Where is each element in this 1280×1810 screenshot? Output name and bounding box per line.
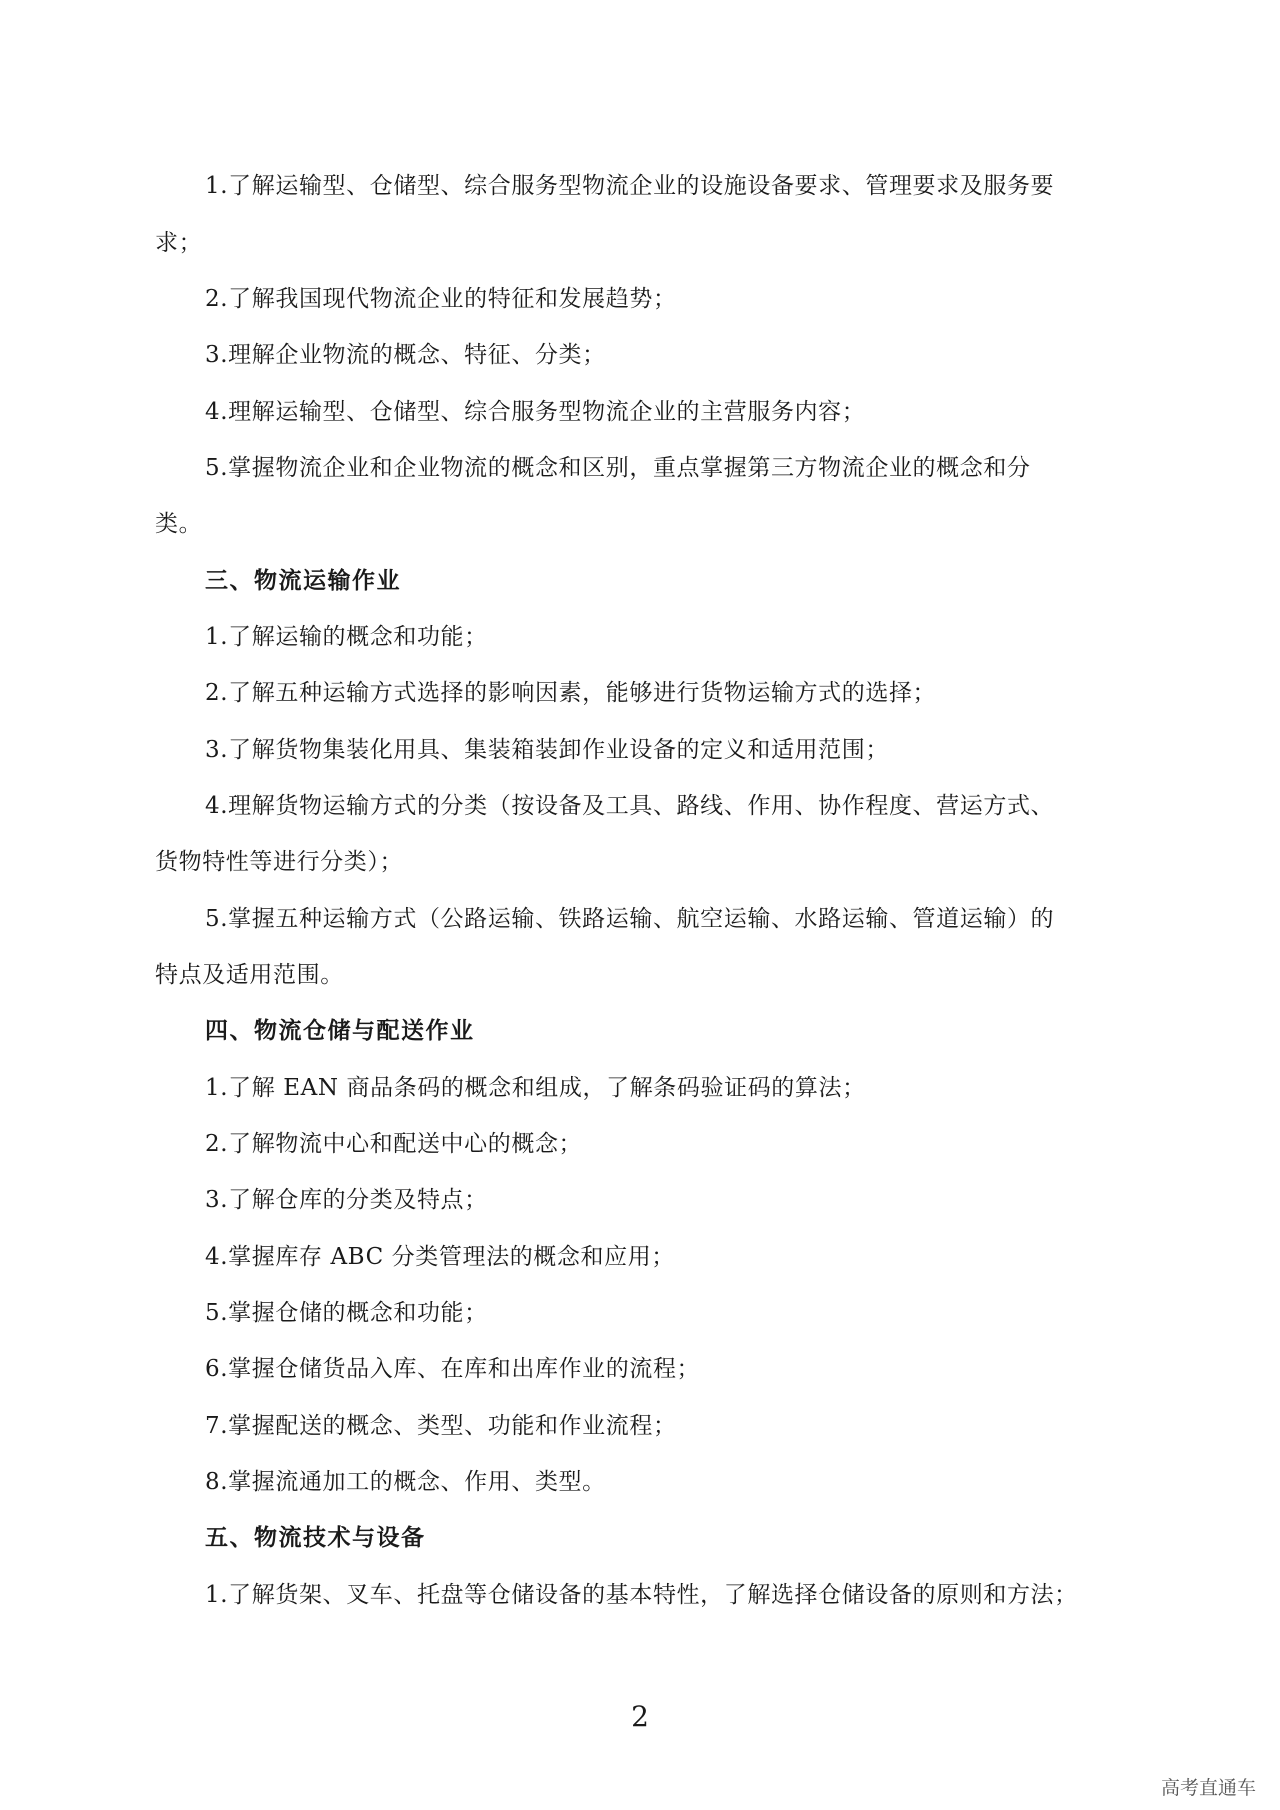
objective-item: 4.理解运输型、仓储型、综合服务型物流企业的主营服务内容； bbox=[205, 399, 866, 425]
objective-item: 5.掌握五种运输方式（公路运输、铁路运输、航空运输、水路运输、管道运输）的 bbox=[205, 906, 1055, 932]
objective-item: 8.掌握流通加工的概念、作用、类型。 bbox=[205, 1469, 606, 1495]
page-number: 2 bbox=[631, 1700, 649, 1733]
objective-item: 3.理解企业物流的概念、特征、分类； bbox=[205, 342, 606, 368]
objective-item: 5.掌握物流企业和企业物流的概念和区别，重点掌握第三方物流企业的概念和分 bbox=[205, 455, 1031, 481]
objective-item: 6.掌握仓储货品入库、在库和出库作业的流程； bbox=[205, 1356, 701, 1382]
objective-item-continuation: 类。 bbox=[155, 511, 203, 537]
section-heading-equipment: 五、物流技术与设备 bbox=[205, 1524, 426, 1551]
section-heading-transport: 三、物流运输作业 bbox=[205, 567, 401, 594]
objective-item: 5.掌握仓储的概念和功能； bbox=[205, 1300, 488, 1326]
objective-item: 4.理解货物运输方式的分类（按设备及工具、路线、作用、协作程度、营运方式、 bbox=[205, 793, 1055, 819]
objective-item: 1.了解运输的概念和功能； bbox=[205, 624, 488, 650]
objective-item: 2.了解五种运输方式选择的影响因素，能够进行货物运输方式的选择； bbox=[205, 680, 937, 706]
objective-item: 1.了解运输型、仓储型、综合服务型物流企业的设施设备要求、管理要求及服务要 bbox=[205, 173, 1055, 199]
objective-item-continuation: 求； bbox=[155, 230, 203, 256]
section-heading-warehousing: 四、物流仓储与配送作业 bbox=[205, 1017, 475, 1044]
objective-item: 1.了解 EAN 商品条码的概念和组成，了解条码验证码的算法； bbox=[205, 1075, 866, 1101]
objective-item-continuation: 特点及适用范围。 bbox=[155, 962, 344, 988]
objective-item: 3.了解仓库的分类及特点； bbox=[205, 1187, 488, 1213]
objective-item: 2.了解我国现代物流企业的特征和发展趋势； bbox=[205, 286, 677, 312]
objective-item: 3.了解货物集装化用具、集装箱装卸作业设备的定义和适用范围； bbox=[205, 737, 889, 763]
objective-item: 2.了解物流中心和配送中心的概念； bbox=[205, 1131, 583, 1157]
watermark-text: 高考直通车 bbox=[1160, 1777, 1256, 1799]
objective-item: 1.了解货架、叉车、托盘等仓储设备的基本特性，了解选择仓储设备的原则和方法； bbox=[205, 1582, 1078, 1608]
objective-item-continuation: 货物特性等进行分类）； bbox=[155, 849, 404, 875]
objective-item: 4.掌握库存 ABC 分类管理法的概念和应用； bbox=[205, 1244, 675, 1270]
objective-item: 7.掌握配送的概念、类型、功能和作业流程； bbox=[205, 1413, 677, 1439]
